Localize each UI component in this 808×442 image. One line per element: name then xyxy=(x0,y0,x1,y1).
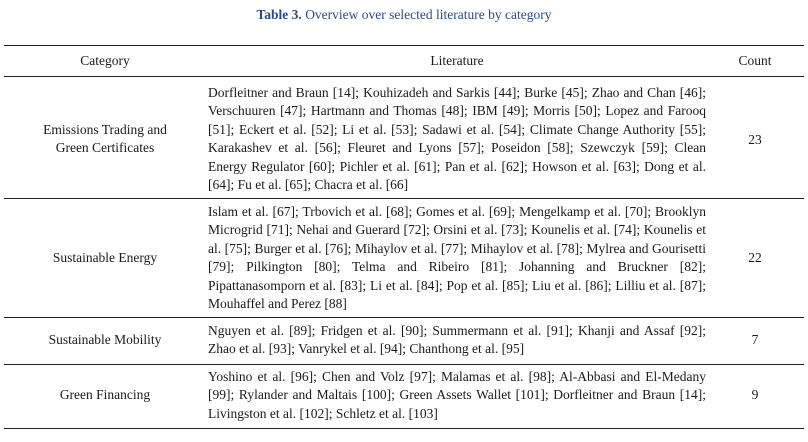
table-title: Overview over selected literature by category xyxy=(305,7,552,22)
category-line: Green Certificates xyxy=(55,140,155,155)
category-line: Sustainable Mobility xyxy=(48,332,162,347)
header-rule xyxy=(4,76,804,77)
row-category xyxy=(4,331,206,349)
row-count: 7 xyxy=(751,332,759,347)
header-count: Count xyxy=(738,53,772,68)
category-line: Green Financing xyxy=(59,387,151,402)
row-rule xyxy=(4,364,804,365)
header-category: Category xyxy=(80,53,130,68)
row-category xyxy=(4,249,206,267)
category-line: Sustainable Energy xyxy=(52,250,158,265)
row-category xyxy=(4,121,206,157)
row-literature: Nguyen et al. [89]; Fridgen et al. [90]; Summermann et al. [91]; Khanji and Assaf [92]; Zhao et al. [93]; Vanrykel et al. [94]; Chanthong et al. [95] xyxy=(208,323,706,357)
header-literature: Literature xyxy=(430,53,484,68)
table-label: Table 3. xyxy=(256,7,302,22)
row-literature: Yoshino et al. [96]; Chen and Volz [97]; Malamas et al. [98]; Al-Abbasi and El-Medany [99]; Rylander and Maltais [100]; Green Assets Wallet [101]; Dorfleitner and Braun [14]; Livingston et al. [102]; Schletz et al. [103] xyxy=(208,369,706,421)
top-rule xyxy=(4,45,804,46)
row-category xyxy=(4,386,206,404)
row-rule xyxy=(4,317,804,318)
row-literature: Dorfleitner and Braun [14]; Kouhizadeh and Sarkis [44]; Burke [45]; Zhao and Chan [46]; Verschuuren [47]; Hartmann and Thomas [48]; IBM [49]; Morris [50]; Lopez and Farooq [51]; Eckert et al. [52]; Li et al. [53]; Sadawi et al. [54]; Climate Change Authority [55]; Karakashev et al. [56]; Fleuret and Lyons [57]; Poseidon [58]; Szewczyk [59]; Clean Energy Regulator [60]; Pichler et al. [61]; Pan et al. [62]; Howson et al. [63]; Dong et al. [64]; Fu et al. [65]; Chacra et al. [66] xyxy=(208,85,706,193)
bottom-rule xyxy=(4,428,804,429)
category-line: Emissions Trading and xyxy=(43,122,167,137)
row-literature: Islam et al. [67]; Trbovich et al. [68]; Gomes et al. [69]; Mengelkamp et al. [70]; Brooklyn Microgrid [71]; Nehai and Guerard [72]; Orsini et al. [73]; Kounelis et al. [74]; Kounelis et al. [75]; Burger et al. [76]; Mihaylov et al. [77]; Mihaylov et al. [78]; Mylrea and Gourisetti [79]; Pilkington [80]; Telma and Ribeiro [81]; Johanning and Bruckner [82]; Pipattanasomporn et al. [83]; Li et al. [84]; Pop et al. [85]; Liu et al. [86]; Lilliu et al. [87]; Mouhaffel and Perez [88] xyxy=(208,204,706,312)
row-count: 23 xyxy=(748,132,762,147)
table-caption xyxy=(0,6,808,24)
row-count: 9 xyxy=(751,387,759,402)
row-rule xyxy=(4,198,804,199)
row-count: 22 xyxy=(748,250,762,265)
